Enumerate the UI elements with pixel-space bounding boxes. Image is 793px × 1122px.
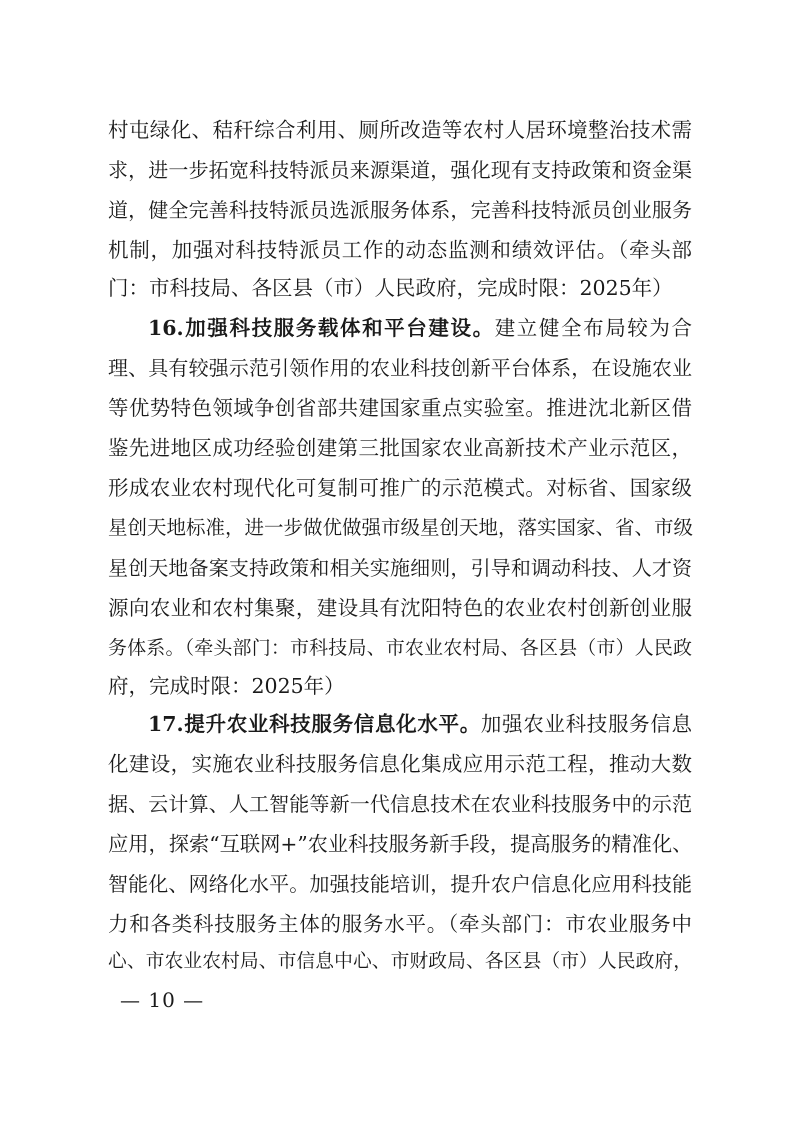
line-text: 机制，加强对科技特派员工作的动态监测和绩效评估。（牵头部 (108, 238, 692, 262)
page-number: — 10 — (120, 988, 205, 1012)
line-text: 求，进一步拓宽科技特派员来源渠道，强化现有支持政策和资金渠 (108, 158, 692, 182)
line-text: 门：市科技局、各区县（市）人民政府，完成时限：2025年） (108, 276, 673, 300)
section-heading-17: 17.提升农业科技服务信息化水平。 (148, 712, 481, 736)
text-line (108, 468, 692, 508)
line-text: 理、具有较强示范引领作用的农业科技创新平台体系，在设施农业 (108, 356, 692, 380)
text-line (108, 508, 692, 548)
text-line (108, 784, 692, 824)
text-line (108, 864, 692, 904)
section-heading-line (148, 308, 692, 348)
line-text: 星创天地备案支持政策和相关实施细则，引导和调动科技、人才资 (108, 556, 692, 580)
line-text: 星创天地标准，进一步做优做强市级星创天地，落实国家、省、市级 (108, 516, 694, 539)
text-line (108, 666, 692, 706)
line-text: 应用，探索“互联网+”农业科技服务新手段，提高服务的精准化、 (108, 832, 693, 856)
text-line (108, 942, 692, 982)
text-line (108, 388, 692, 428)
text-line (108, 190, 692, 230)
text-line (108, 744, 692, 784)
text-line (108, 268, 692, 308)
line-text: 据、云计算、人工智能等新一代信息技术在农业科技服务中的示范 (108, 792, 692, 816)
text-line (108, 628, 692, 668)
section-heading-16: 16.加强科技服务载体和平台建设。 (148, 316, 495, 340)
line-text: 府，完成时限：2025年） (108, 674, 345, 698)
text-line (108, 150, 692, 190)
text-line (108, 428, 692, 468)
line-text: 道，健全完善科技特派员选派服务体系，完善科技特派员创业服务 (108, 198, 692, 222)
line-text: 建立健全布局较为合 (494, 316, 692, 340)
line-text: 力和各类科技服务主体的服务水平。（牵头部门：市农业服务中 (108, 912, 692, 936)
line-text: 鉴先进地区成功经验创建第三批国家农业高新技术产业示范区， (108, 436, 692, 460)
text-line (108, 230, 692, 270)
line-text: 形成农业农村现代化可复制可推广的示范模式。对标省、国家级 (108, 476, 692, 500)
line-text: 等优势特色领域争创省部共建国家重点实验室。推进沈北新区借 (108, 396, 692, 420)
line-text: 务体系。（牵头部门：市科技局、市农业农村局、各区县（市）人民政 (108, 637, 692, 659)
line-text: 加强农业科技服务信息 (480, 712, 692, 736)
text-line (108, 904, 692, 944)
text-line (108, 548, 692, 588)
text-line (108, 824, 692, 864)
line-text: 心、市农业农村局、市信息中心、市财政局、各区县（市）人民政府， (108, 951, 692, 972)
line-text: 源向农业和农村集聚，建设具有沈阳特色的农业农村创新创业服 (108, 596, 692, 620)
line-text: 智能化、网络化水平。加强技能培训，提升农户信息化应用科技能 (108, 872, 692, 896)
text-line (108, 110, 692, 150)
text-line (108, 588, 692, 628)
line-text: 化建设，实施农业科技服务信息化集成应用示范工程，推动大数 (108, 752, 692, 776)
text-line (108, 348, 692, 388)
section-heading-line (148, 704, 692, 744)
line-text: 村屯绿化、秸秆综合利用、厕所改造等农村人居环境整治技术需 (108, 118, 692, 142)
